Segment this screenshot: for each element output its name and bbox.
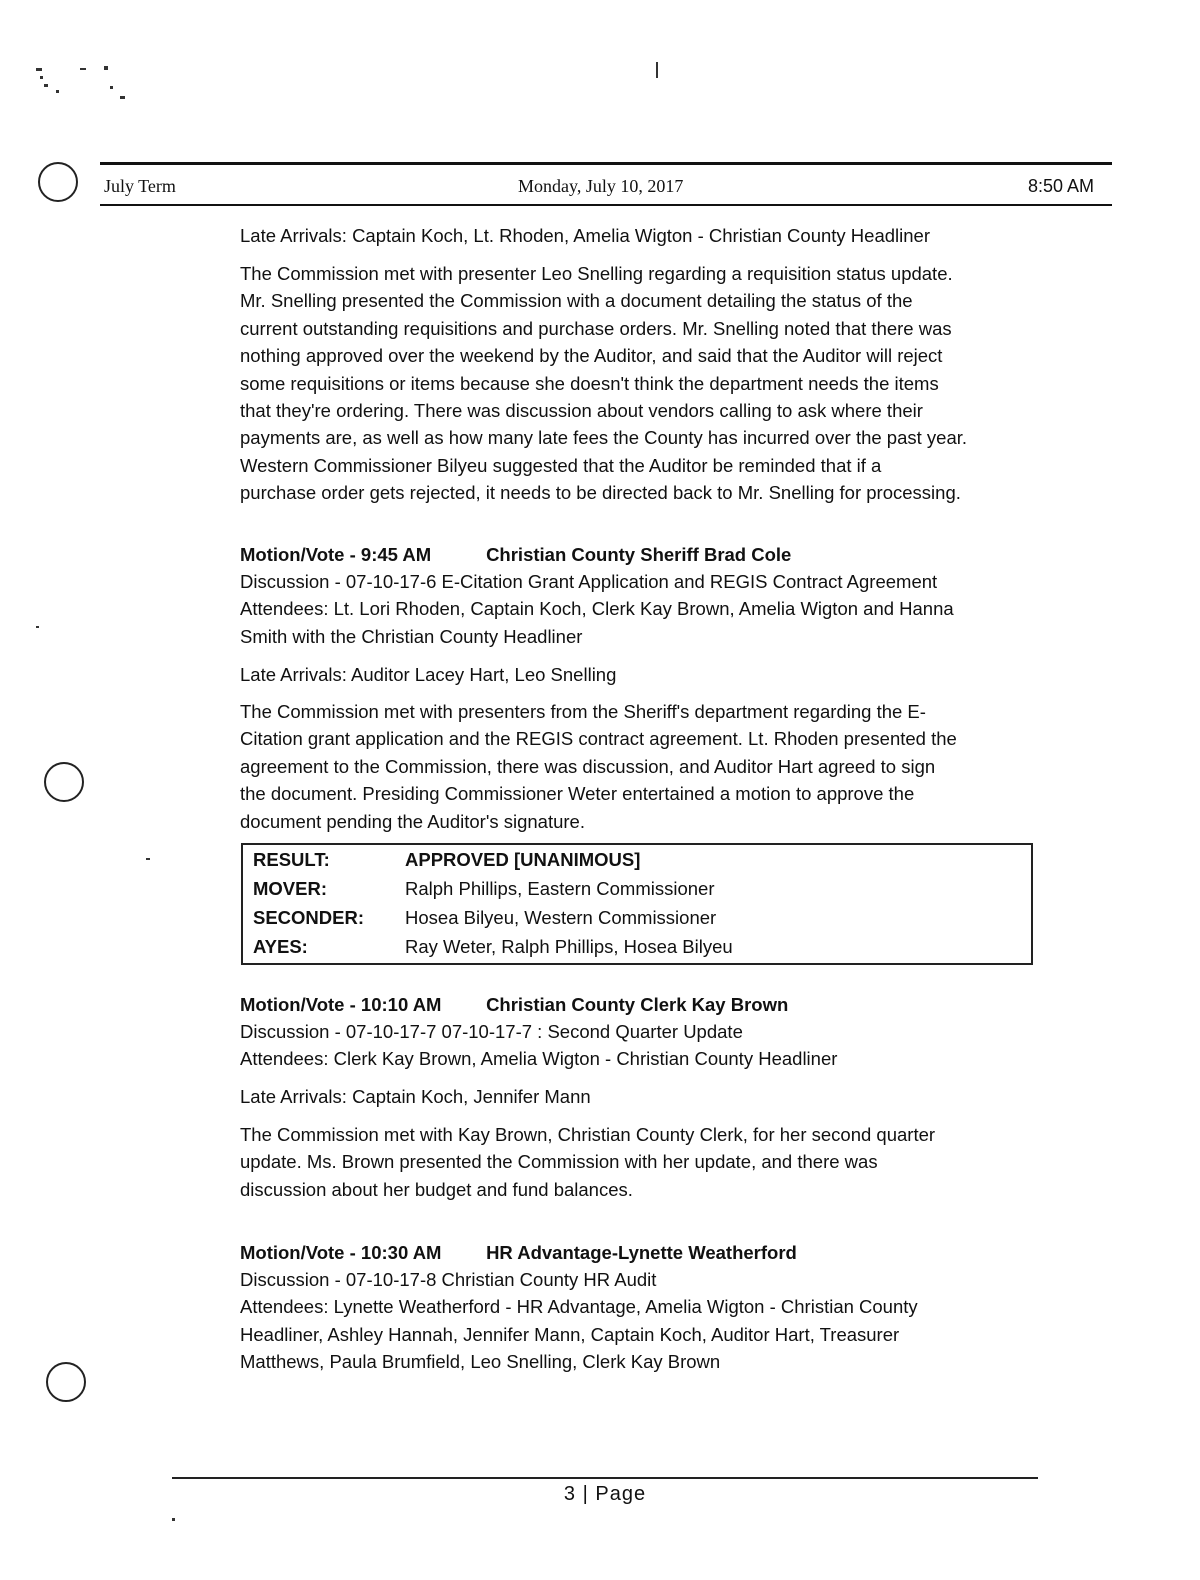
- binder-hole-top: [38, 162, 78, 202]
- motion-presenter: Christian County Clerk Kay Brown: [486, 994, 789, 1015]
- clerk-paragraph: The Commission met with Kay Brown, Christian County Clerk, for her second quarter update. Ms. Brown presented the Commission with her update, and there was discussion about her budget and fund balances.: [240, 1124, 936, 1200]
- attendees-line: Attendees: Clerk Kay Brown, Amelia Wigton - Christian County Headliner: [240, 1048, 838, 1070]
- sheriff-paragraph: The Commission met with presenters from the Sheriff's department regarding the E- Citation grant application and the REGIS contract agreement. Lt. Rhoden presented the agreement to the Commission, there was discussion, and Auditor Hart agreed to sign the document. Presiding Commissioner Weter entertained a motion to approve the document pending the Auditor's signature.: [240, 701, 957, 832]
- page-number: 3 | Page: [563, 1483, 647, 1505]
- sheriff-motion-heading: [240, 541, 1040, 568]
- attendees-line: Attendees: Lt. Lori Rhoden, Captain Koch, Clerk Kay Brown, Amelia Wigton and Hanna: [240, 598, 954, 620]
- attendees-line: Matthews, Paula Brumfield, Leo Snelling, Clerk Kay Brown: [240, 1351, 721, 1373]
- vote-result-table: [241, 843, 1033, 965]
- sheriff-details: [240, 568, 1040, 650]
- header-time: 8:50 AM: [1028, 176, 1095, 196]
- vote-row-mover: MOVER: Ralph Phillips, Eastern Commissioner: [253, 878, 715, 899]
- discussion-line: Discussion - 07-10-17-7 07-10-17-7 : Second Quarter Update: [240, 1021, 743, 1042]
- vote-row-result: RESULT: APPROVED [UNANIMOUS]: [253, 849, 641, 870]
- attendees-line: Headliner, Ashley Hannah, Jennifer Mann, Captain Koch, Auditor Hart, Treasurer: [240, 1323, 900, 1345]
- motion-presenter: HR Advantage-Lynette Weatherford: [486, 1242, 797, 1263]
- motion-label: Motion/Vote -: [240, 994, 356, 1015]
- late-arrivals-sheriff: Late Arrivals: Auditor Lacey Hart, Leo Snelling: [240, 664, 617, 685]
- hr-details: [240, 1266, 1040, 1376]
- motion-time: 10:30 AM: [360, 1242, 442, 1263]
- vote-row-seconder: SECONDER: Hosea Bilyeu, Western Commissioner: [253, 907, 717, 928]
- header-date: Monday, July 10, 2017: [518, 176, 684, 196]
- vote-row-ayes: AYES: Ray Weter, Ralph Phillips, Hosea Bilyeu: [253, 936, 733, 957]
- motion-presenter: Christian County Sheriff Brad Cole: [486, 544, 792, 565]
- motion-time: 10:10 AM: [360, 994, 442, 1015]
- motion-label: Motion/Vote -: [240, 544, 356, 565]
- motion-time: 9:45 AM: [360, 544, 432, 565]
- header-rule-bottom: [100, 204, 1112, 206]
- motion-label: Motion/Vote -: [240, 1242, 356, 1263]
- late-arrivals-clerk: Late Arrivals: Captain Koch, Jennifer Mann: [240, 1086, 591, 1107]
- hr-motion-heading: [240, 1239, 1040, 1266]
- discussion-line: Discussion - 07-10-17-8 Christian County HR Audit: [240, 1269, 657, 1290]
- binder-hole-bottom: [46, 1362, 86, 1402]
- attendees-line: Attendees: Lynette Weatherford - HR Advantage, Amelia Wigton - Christian County: [240, 1296, 918, 1318]
- discussion-line: Discussion - 07-10-17-6 E-Citation Grant Application and REGIS Contract Agreement: [240, 571, 938, 592]
- attendees-line: Smith with the Christian County Headliner: [240, 625, 583, 647]
- clerk-motion-heading: [240, 991, 1040, 1018]
- binder-hole-middle: [44, 762, 84, 802]
- footer-rule: [172, 1477, 1038, 1479]
- late-arrivals-top: Late Arrivals: Captain Koch, Lt. Rhoden, Amelia Wigton - Christian County Headliner: [240, 225, 930, 246]
- header-term: July Term: [104, 176, 176, 196]
- header-rule-top: [100, 162, 1112, 165]
- requisition-paragraph: The Commission met with presenter Leo Snelling regarding a requisition status update. Mr. Snelling presented the Commission with a document detailing the status of the current outstanding requisitions and purchase orders. Mr. Snelling noted that there was nothing approved over the weekend by the Auditor, and said that the Auditor will reject some requisitions or items because she doesn't think the department needs the items that they're ordering. There was discussion about vendors calling to ask where their payments are, as well as how many late fees the County has incurred over the past year. Western Commissioner Bilyeu suggested that the Auditor be reminded that if a purchase order gets rejected, it needs to be directed back to Mr. Snelling for processing.: [240, 263, 968, 504]
- clerk-details: [240, 1018, 1040, 1073]
